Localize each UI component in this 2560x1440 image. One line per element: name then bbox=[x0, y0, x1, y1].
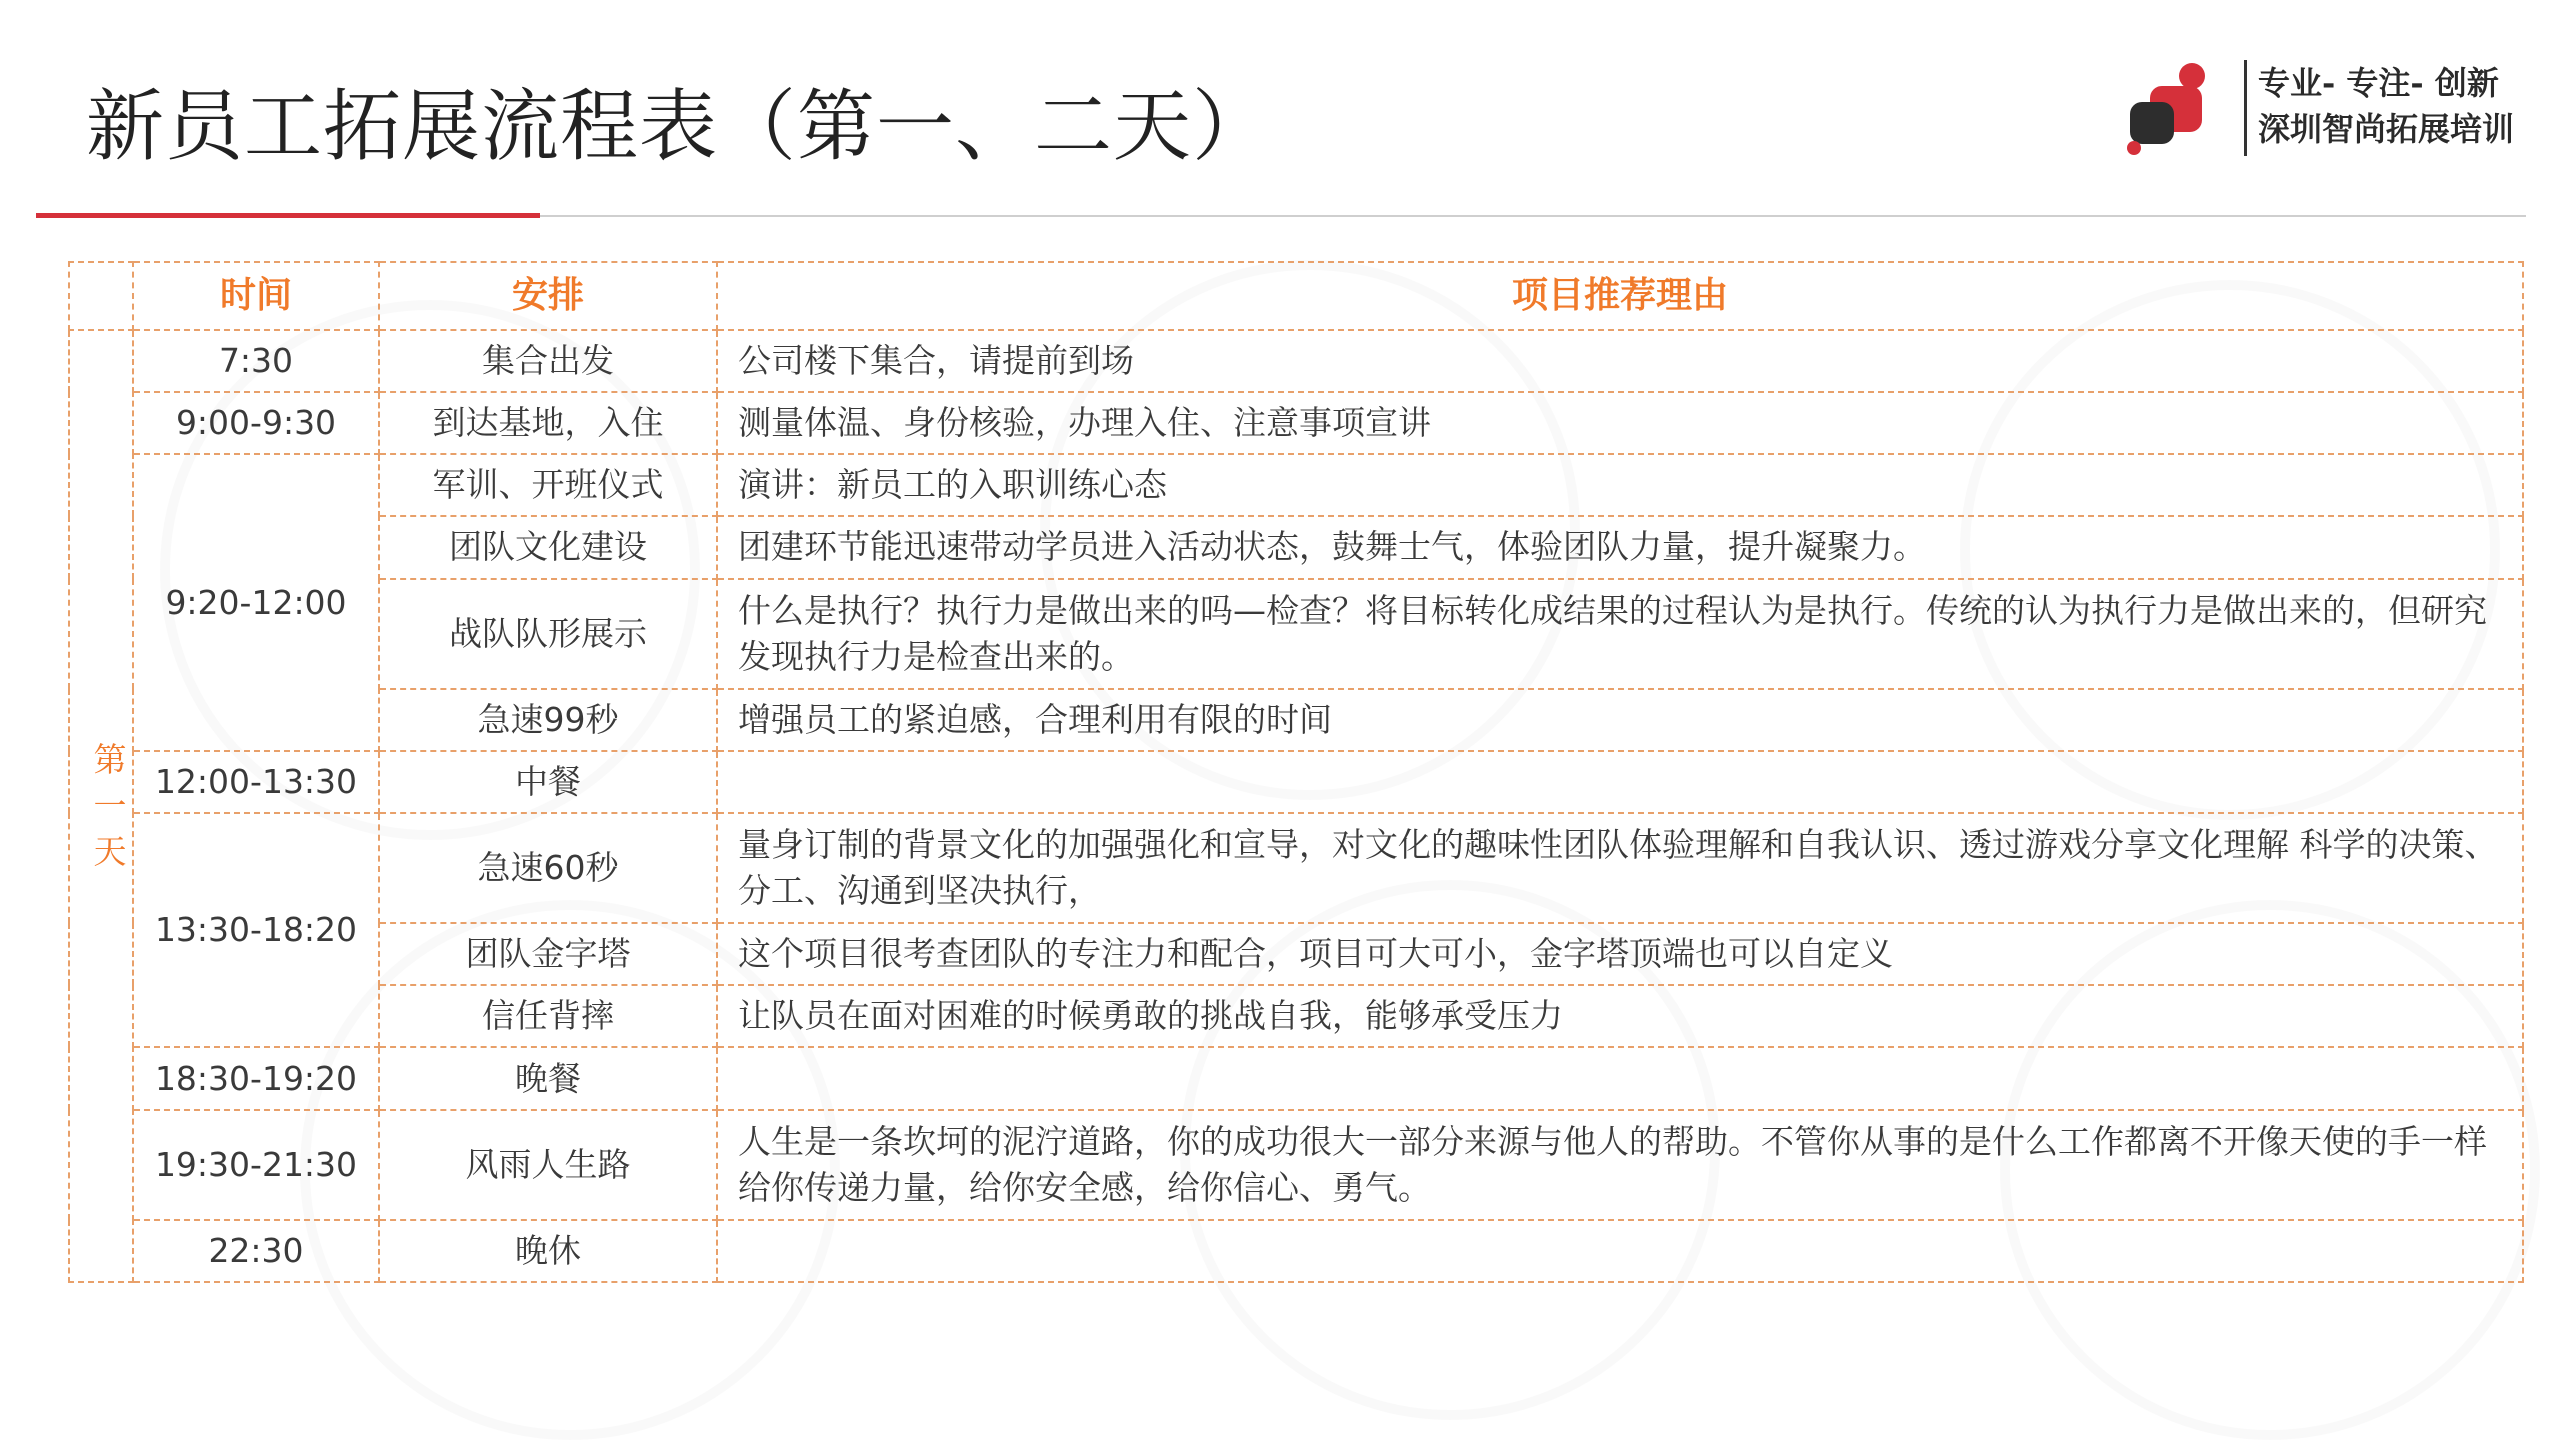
arrangement-cell: 到达基地，入住 bbox=[379, 392, 717, 454]
header-time: 时间 bbox=[133, 262, 379, 330]
title-accent-bar bbox=[36, 213, 540, 218]
table-row bbox=[69, 1047, 2523, 1109]
header-day bbox=[69, 262, 133, 330]
time-cell: 9:00-9:30 bbox=[133, 392, 379, 454]
day-label: 第一天 bbox=[93, 740, 127, 871]
reason-cell: 团建环节能迅速带动学员进入活动状态，鼓舞士气，体验团队力量，提升凝聚力。 bbox=[717, 516, 2523, 578]
table-row bbox=[69, 923, 2523, 985]
reason-cell: 演讲：新员工的入职训练心态 bbox=[717, 454, 2523, 516]
reason-cell bbox=[717, 751, 2523, 813]
table-row bbox=[69, 454, 2523, 516]
table-row bbox=[69, 516, 2523, 578]
arrangement-cell: 急速99秒 bbox=[379, 689, 717, 751]
schedule-table bbox=[68, 261, 2524, 1283]
table-row bbox=[69, 813, 2523, 923]
table-row bbox=[69, 392, 2523, 454]
table-row bbox=[69, 330, 2523, 392]
reason-cell bbox=[717, 1047, 2523, 1109]
reason-cell: 人生是一条坎坷的泥泞道路，你的成功很大一部分来源与他人的帮助。不管你从事的是什么工作都离不开像天使的手一样给你传递力量，给你安全感，给你信心、勇气。 bbox=[717, 1110, 2523, 1220]
table-row bbox=[69, 985, 2523, 1047]
time-cell: 9:20-12:00 bbox=[133, 454, 379, 751]
table-header-row bbox=[69, 262, 2523, 330]
header-reason: 项目推荐理由 bbox=[717, 262, 2523, 330]
arrangement-cell: 团队金字塔 bbox=[379, 923, 717, 985]
brand-logo-icon bbox=[2120, 60, 2240, 160]
logo-divider bbox=[2244, 60, 2247, 156]
arrangement-cell: 信任背摔 bbox=[379, 985, 717, 1047]
time-cell: 22:30 bbox=[133, 1220, 379, 1282]
arrangement-cell: 团队文化建设 bbox=[379, 516, 717, 578]
table-row bbox=[69, 579, 2523, 689]
table-row bbox=[69, 689, 2523, 751]
reason-cell: 量身订制的背景文化的加强强化和宣导，对文化的趣味性团队体验理解和自我认识、透过游戏分享文化理解 科学的决策、分工、沟通到坚决执行， bbox=[717, 813, 2523, 923]
brand-company: 深圳智尚拓展培训 bbox=[2258, 110, 2515, 148]
reason-cell: 测量体温、身份核验，办理入住、注意事项宣讲 bbox=[717, 392, 2523, 454]
arrangement-cell: 集合出发 bbox=[379, 330, 717, 392]
reason-cell: 增强员工的紧迫感，合理利用有限的时间 bbox=[717, 689, 2523, 751]
brand-slogan: 专业- 专注- 创新 bbox=[2258, 64, 2499, 102]
arrangement-cell: 风雨人生路 bbox=[379, 1110, 717, 1220]
day-label-cell bbox=[69, 330, 133, 1282]
reason-cell: 公司楼下集合，请提前到场 bbox=[717, 330, 2523, 392]
arrangement-cell: 晚餐 bbox=[379, 1047, 717, 1109]
time-cell: 18:30-19:20 bbox=[133, 1047, 379, 1109]
time-cell: 13:30-18:20 bbox=[133, 813, 379, 1047]
arrangement-cell: 中餐 bbox=[379, 751, 717, 813]
table-row bbox=[69, 1220, 2523, 1282]
arrangement-cell: 急速60秒 bbox=[379, 813, 717, 923]
reason-cell bbox=[717, 1220, 2523, 1282]
table-row bbox=[69, 1110, 2523, 1220]
time-cell: 12:00-13:30 bbox=[133, 751, 379, 813]
table-row bbox=[69, 751, 2523, 813]
header-arrangement: 安排 bbox=[379, 262, 717, 330]
reason-cell: 什么是执行？执行力是做出来的吗—检查？将目标转化成结果的过程认为是执行。传统的认为执行力是做出来的，但研究发现执行力是检查出来的。 bbox=[717, 579, 2523, 689]
arrangement-cell: 晚休 bbox=[379, 1220, 717, 1282]
arrangement-cell: 战队队形展示 bbox=[379, 579, 717, 689]
page-title: 新员工拓展流程表（第一、二天） bbox=[86, 82, 1272, 172]
brand-text bbox=[2258, 60, 2514, 152]
reason-cell: 这个项目很考查团队的专注力和配合，项目可大可小，金字塔顶端也可以自定义 bbox=[717, 923, 2523, 985]
arrangement-cell: 军训、开班仪式 bbox=[379, 454, 717, 516]
time-cell: 19:30-21:30 bbox=[133, 1110, 379, 1220]
reason-cell: 让队员在面对困难的时候勇敢的挑战自我，能够承受压力 bbox=[717, 985, 2523, 1047]
time-cell: 7:30 bbox=[133, 330, 379, 392]
